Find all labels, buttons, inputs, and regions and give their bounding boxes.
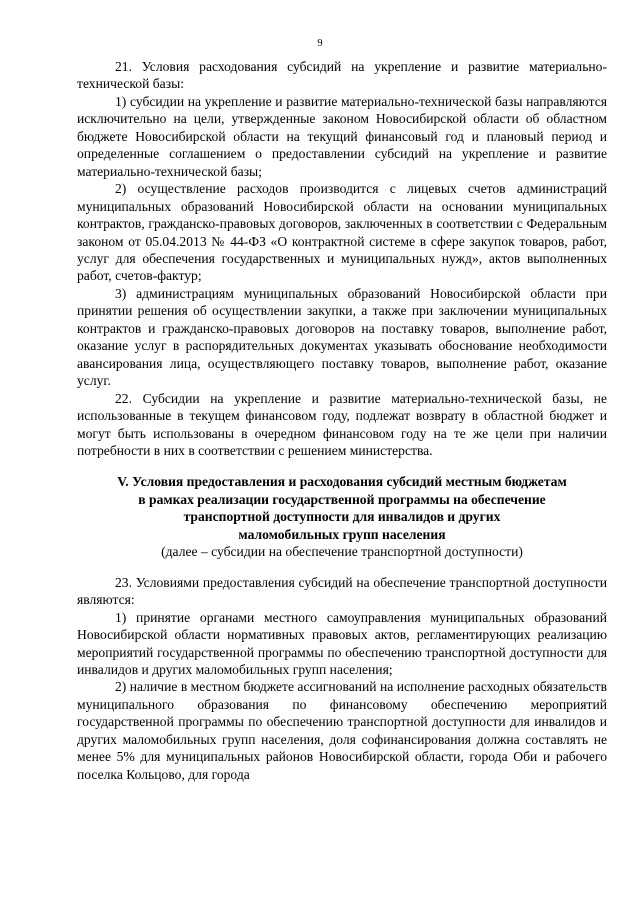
section-title-line-3: транспортной доступности для инвалидов и других [183, 509, 501, 525]
clause-22: 22. Субсидии на укрепление и развитие материально-технической базы, не использованные в текущем финансовом году, подлежат возврату в областной бюджет и могут быть использованы в очередном финансовом году на те же цели при наличии потребности в них в соответствии с решением министерства. [77, 390, 607, 458]
section-title-line-4: маломобильных групп населения [238, 526, 446, 542]
section-title-line-2: в рамках реализации государственной программы на обеспечение [138, 491, 546, 507]
clause-21-item-2: 2) осуществление расходов производится с лицевых счетов администраций муниципальных образований Новосибирской области на основании муниципальных контрактов, гражданско-правовых договоров, заключенных в соответствии с Федеральным законом от 05.04.2013 № 44-ФЗ «О контрактной системе в сфере закупок товаров, работ, услуг для обеспечения государственных и муниципальных нужд», актов выполненных работ, счетов-фактур; [77, 181, 607, 284]
document-body [77, 58, 607, 783]
page-number: 9 [317, 38, 323, 49]
clause-23-item-2: 2) наличие в местном бюджете ассигнований на исполнение расходных обязательств муниципального образования по финансовому обеспечению мероприятий государственной программы по обеспечению транспортной доступности для инвалидов и других маломобильных групп населения, доля софинансирования должна составлять не менее 5% для муниципальных районов Новосибирской области, города Оби и рабочего поселка Кольцово, для города [77, 679, 607, 782]
clause-21-item-1: 1) субсидии на укрепление и развитие материально-технической базы направляются исключительно на цели, утвержденные законом Новосибирской области об областном бюджете Новосибирской области на текущий финансовый год и плановый период и определенные соглашением о предоставлении субсидий на укрепление и развитие материально-технической базы; [77, 93, 607, 179]
clause-21-item-3: 3) администрациям муниципальных образований Новосибирской области при принятии решения об осуществлении закупки, а также при заключении муниципальных контрактов и гражданско-правовых договоров на поставку товаров, выполнение работ, оказание услуг в распорядительных документах указывать обоснование необходимости авансирования лица, осуществляющего поставку товаров, выполнение работ, оказание услуг. [77, 285, 607, 389]
clause-21: 21. Условия расходования субсидий на укрепление и развитие материально-технической базы: [77, 59, 607, 92]
clause-23-item-1: 1) принятие органами местного самоуправления муниципальных образований Новосибирской области нормативных правовых актов, регламентирующих реализацию мероприятий государственной программы по обеспечению транспортной доступности для инвалидов и других маломобильных групп населения; [77, 609, 607, 677]
section-subtitle-note: (далее – субсидии на обеспечение транспортной доступности) [161, 544, 523, 560]
clause-23: 23. Условиями предоставления субсидий на обеспечение транспортной доступности являются: [77, 574, 607, 608]
section-title-line-1: V. Условия предоставления и расходования субсидий местным бюджетам [117, 474, 567, 490]
section-heading [77, 473, 607, 560]
